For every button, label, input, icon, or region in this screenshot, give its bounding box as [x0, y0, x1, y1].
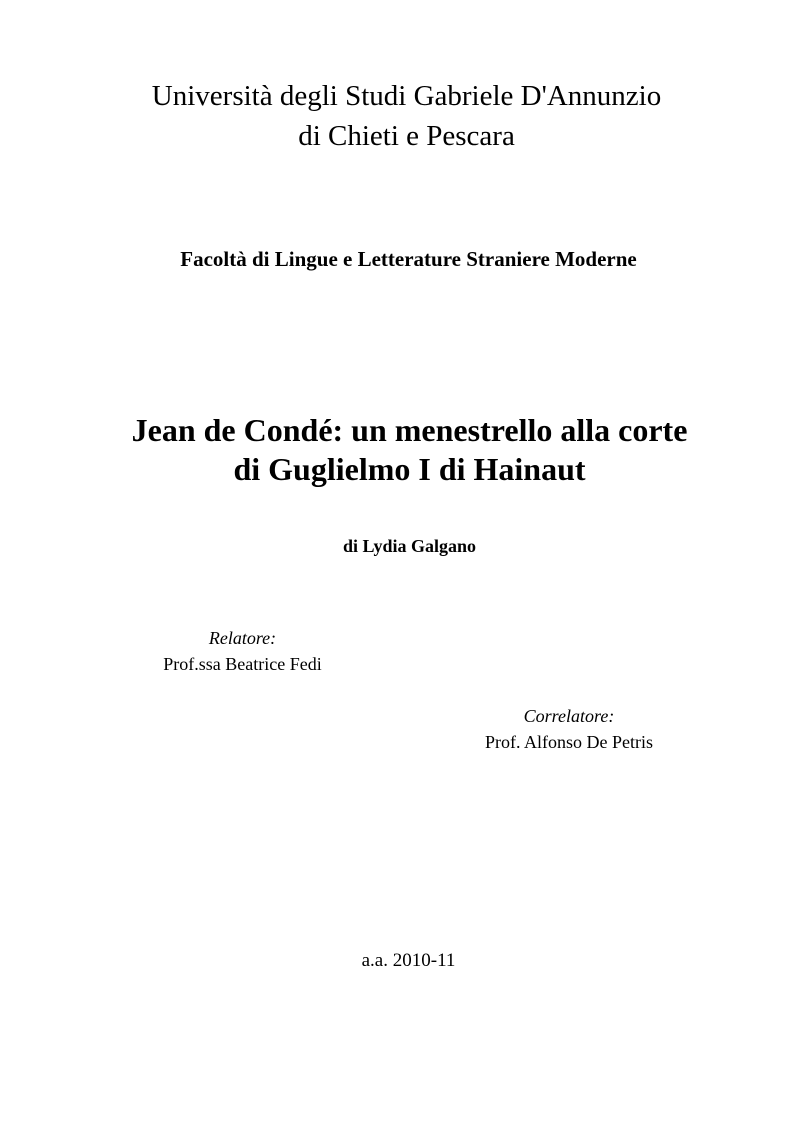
- correlatore-block: [474, 705, 664, 753]
- thesis-author: di Lydia Galgano: [342, 536, 477, 556]
- university-name-line-2: di Chieti e Pescara: [298, 120, 515, 152]
- relatore-label: Relatore:: [208, 628, 277, 648]
- relatore-block: [160, 627, 325, 675]
- relatore-name: Prof.ssa Beatrice Fedi: [163, 654, 322, 674]
- thesis-title-line-2: di Guglielmo I di Hainaut: [233, 451, 586, 487]
- correlatore-label: Correlatore:: [523, 706, 615, 726]
- university-name-line-1: Università degli Studi Gabriele D'Annunzio: [151, 80, 662, 112]
- faculty-name: Facoltà di Lingue e Letterature Straniere Moderne: [180, 247, 637, 271]
- thesis-title-line-1: Jean de Condé: un menestrello alla corte: [131, 412, 688, 448]
- correlatore-name: Prof. Alfonso De Petris: [485, 732, 653, 752]
- academic-year: a.a. 2010-11: [361, 950, 456, 971]
